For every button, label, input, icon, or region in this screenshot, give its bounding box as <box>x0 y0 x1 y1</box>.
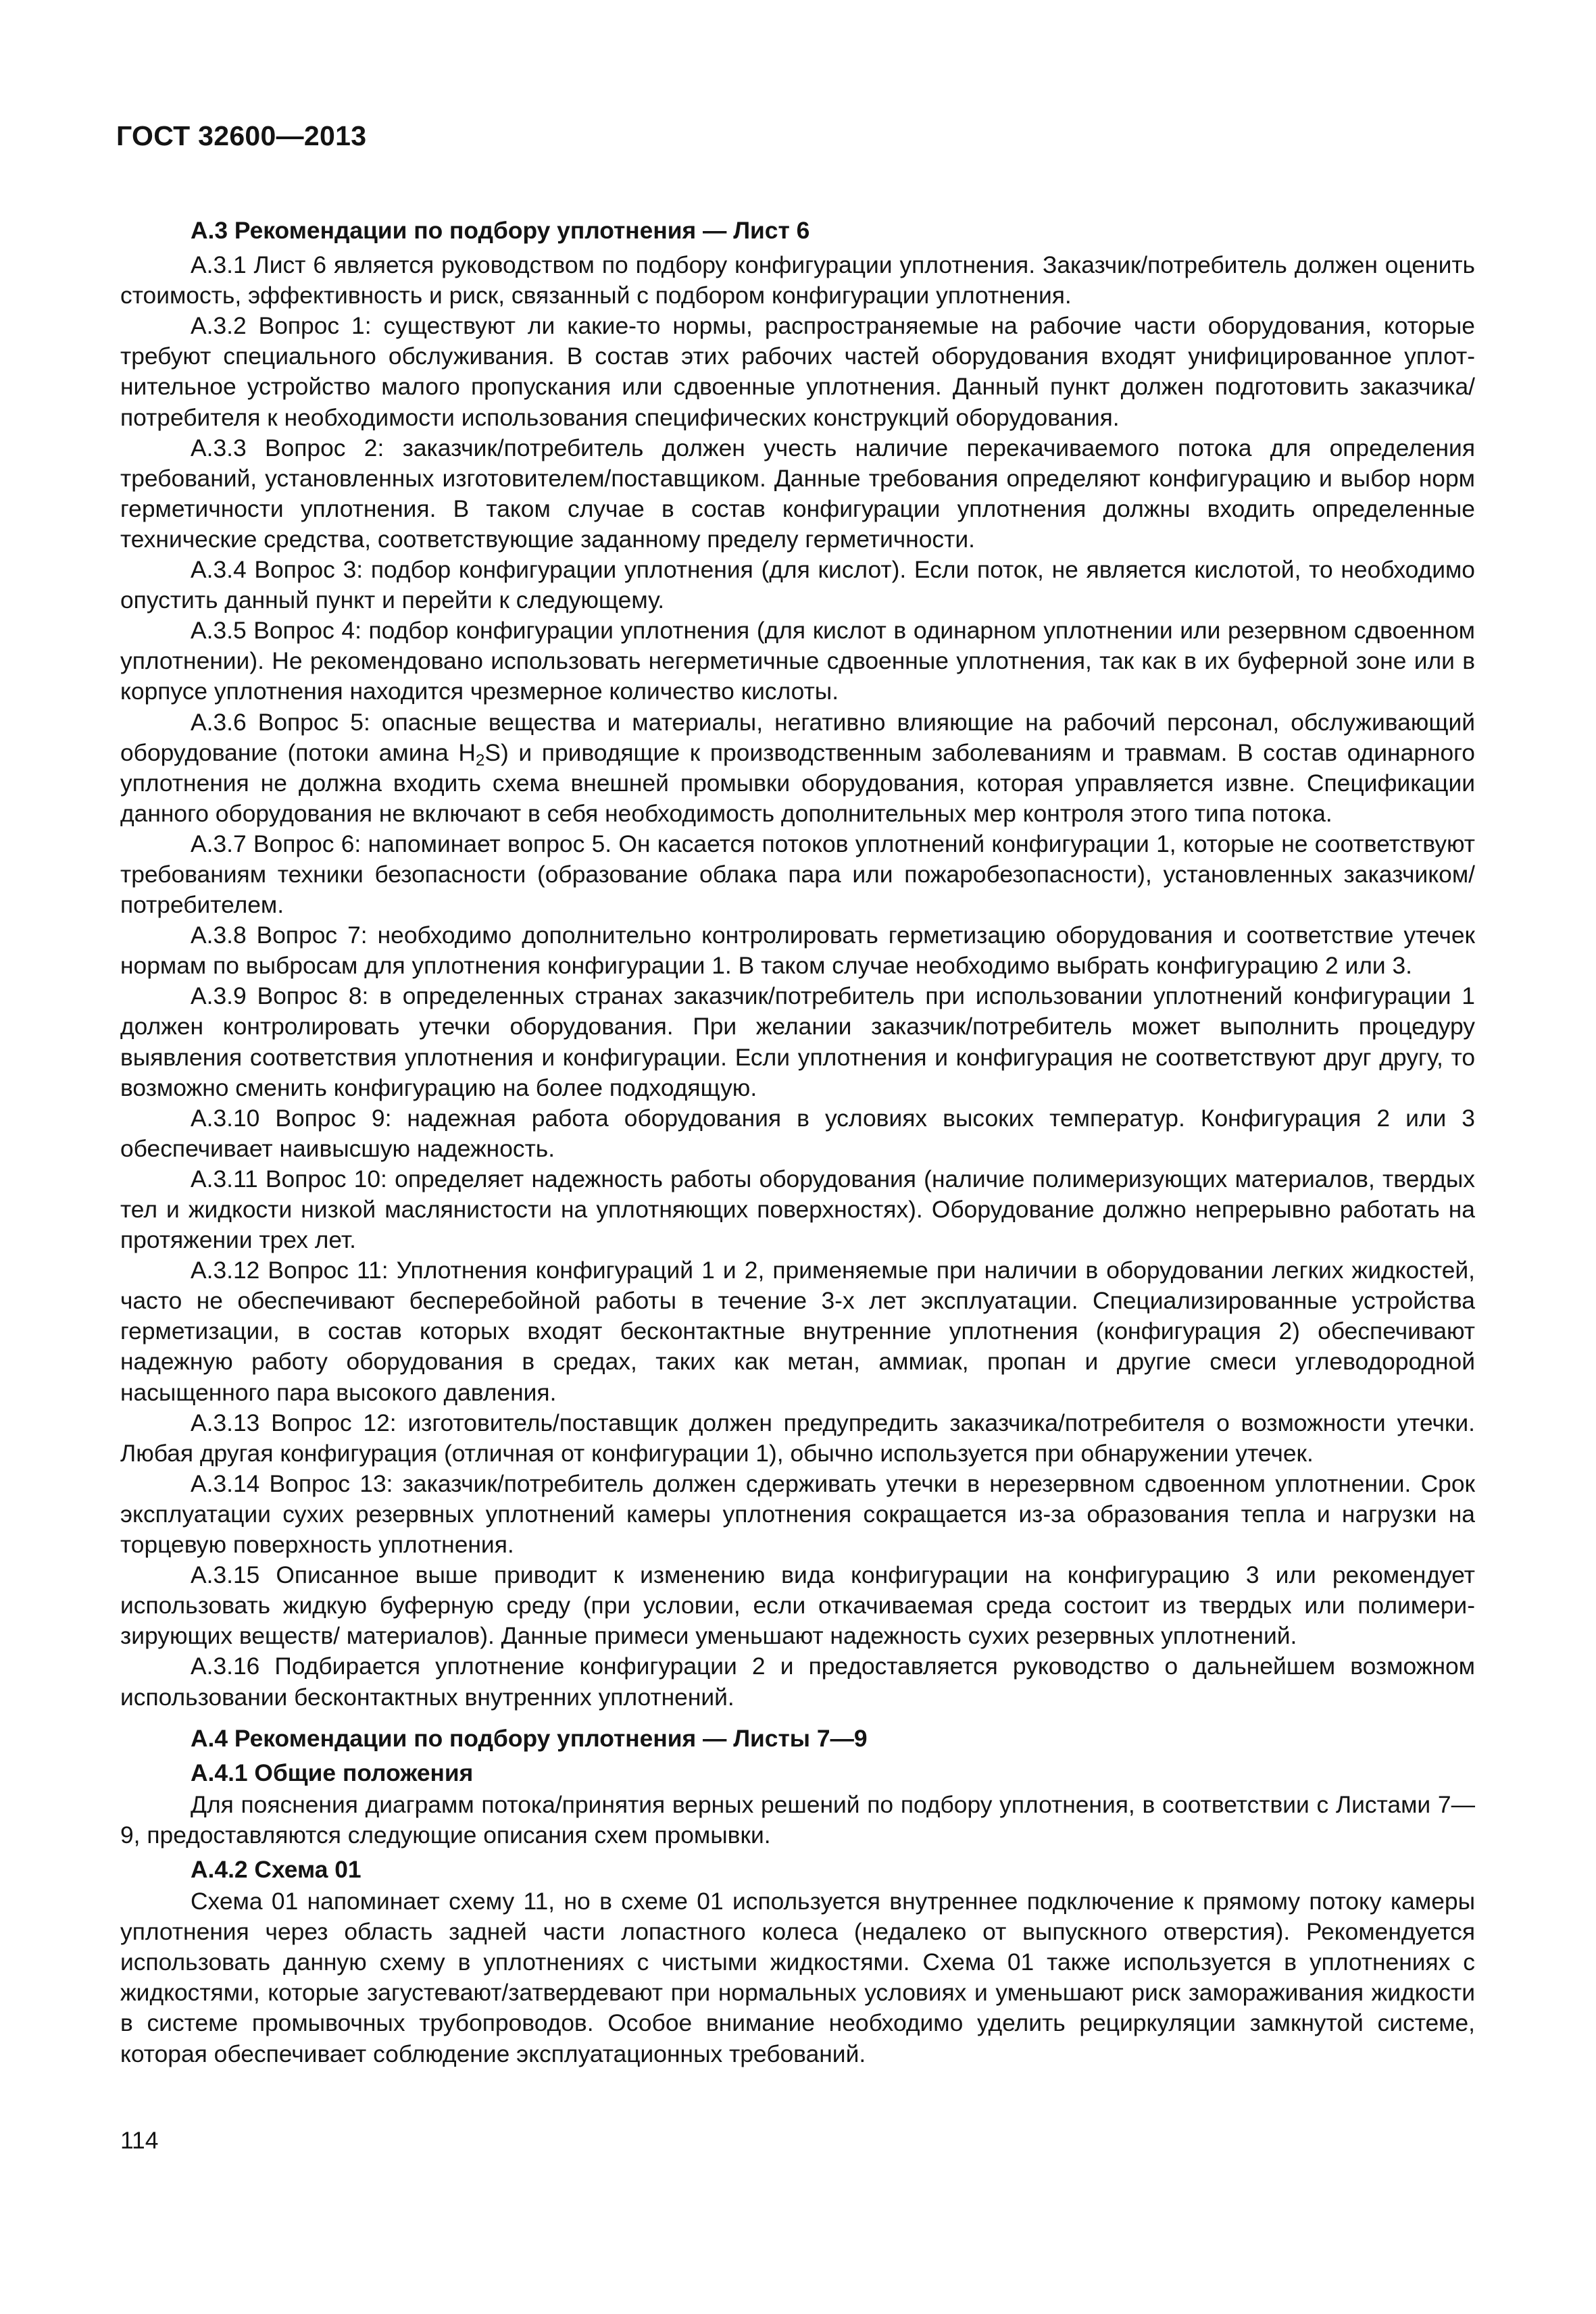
paragraph-text: S) и приводящие к производственным заболеваниям и травмам. В состав одинарного уплотнения не должна входить схема внешней промывки оборудования, которая управляется извне. Спецификации данного оборудования не включают в себя необходимость дополнительных мер контроля этого типа потока. <box>120 738 1475 827</box>
section-heading: А.3 Рекомендации по подбору уплотнения — Лист 6 <box>191 217 810 244</box>
page-number: 114 <box>120 2127 159 2154</box>
document-body <box>120 206 1475 2069</box>
paragraph: А.3.2 Вопрос 1: существуют ли какие-то нормы, распространяемые на рабочие части оборудования, которые требуют специального обслуживания. В состав этих рабочих частей оборудования входят унифицированное уплотнительное устройство малого пропускания или сдвоенные уплотнения. Данный пункт должен подготовить заказчика/потребителя к необходимости использования специфических конструкций оборудования. <box>120 312 1475 431</box>
paragraph: А.3.4 Вопрос 3: подбор конфигурации уплотнения (для кислот). Если поток, не является кислотой, то необходимо опустить данный пункт и перейти к следующему. <box>120 556 1475 614</box>
paragraph: Для пояснения диаграмм потока/принятия верных решений по подбору уплотнения, в соответствии с Листами 7—9, предоставляются следующие описания схем промывки. <box>120 1790 1475 1848</box>
paragraph: А.3.1 Лист 6 является руководством по подбору конфигурации уплотнения. Заказчик/потребитель должен оценить стоимость, эффективность и риск, связанный с подбором конфигурации уплотнения. <box>120 251 1475 309</box>
document-header: ГОСТ 32600—2013 <box>116 120 367 151</box>
paragraph: А.3.10 Вопрос 9: надежная работа оборудования в условиях высоких температур. Конфигурация 2 или 3 обеспечивает наивысшую надежность. <box>120 1104 1475 1162</box>
paragraph: А.3.8 Вопрос 7: необходимо дополнительно контролировать герметизацию оборудования и соответствие утечек нормам по выбросам для уплотнения конфигурации 1. В таком случае необходимо выбрать конфигурацию 2 или 3. <box>120 922 1475 980</box>
paragraph: А.3.5 Вопрос 4: подбор конфигурации уплотнения (для кислот в одинарном уплотнении или резервном сдвоенном уплотнении). Не рекомендовано использовать негерметичные сдвоенные уплотнения, так как в их буферной зоне или в корпусе уплотнения находится чрезмерное количество кислоты. <box>120 617 1475 705</box>
paragraph: А.3.7 Вопрос 6: напоминает вопрос 5. Он касается потоков уплотнений конфигурации 1, которые не соответствуют требованиям техники безопасности (образование облака пара или пожаробезопасности), установленных заказчиком/потребителем. <box>120 830 1475 919</box>
paragraph: А.3.16 Подбирается уплотнение конфигурации 2 и предоставляется руководство о дальнейшем возможном использовании бесконтактных внутренних уплотнений. <box>120 1653 1475 1711</box>
paragraph: А.3.3 Вопрос 2: заказчик/потребитель должен учесть наличие перекачиваемого потока для определения требований, установленных изготовителем/поставщиком. Данные требования определяют конфигурацию и выбор норм герметичности уплотнения. В таком случае в состав конфигурации уплотнения должны входить определенные технические средства, соответствующие заданному пределу герметичности. <box>120 434 1475 553</box>
paragraph: А.3.12 Вопрос 11: Уплотнения конфигураций 1 и 2, применяемые при наличии в оборудовании легких жидкостей, часто не обеспечивают бесперебойной работы в течение 3-х лет эксплуатации. Специализированные устройства герметизации, в состав которых входят бесконтактные внутренние уплотнения (конфигурация 2) обеспечивают надежную работу оборудования в средах, таких как метан, аммиак, пропан и другие смеси углеводородной насыщенного пара высокого давления. <box>120 1257 1475 1406</box>
paragraph: А.3.14 Вопрос 13: заказчик/потребитель должен сдерживать утечки в нерезервном сдвоенном уплотнении. Срок эксплуатации сухих резервных уплотнений камеры уплотнения сокращается из-за образования тепла и нагрузки на торцевую поверхность уплотнения. <box>120 1469 1475 1559</box>
paragraph: А.3.13 Вопрос 12: изготовитель/поставщик должен предупредить заказчика/потребителя о возможности утечки. Любая другая конфигурация (отличная от конфигурации 1), обычно используется при обнаружении утечек. <box>120 1409 1475 1467</box>
paragraph: А.3.9 Вопрос 8: в определенных странах заказчик/потребитель при использовании уплотнений конфигурации 1 должен контролировать утечки оборудования. При желании заказчик/потребитель может выполнить процедуру выявления соответствия уплотнения и конфигурации. Если уплотнения и конфигурация не соответствуют друг другу, то возможно сменить конфигурацию на более подходящую. <box>120 982 1475 1101</box>
paragraph-text: А.3.6 Вопрос 5: опасные вещества и материалы, негативно влияющие на рабочий персонал, обслуживающий оборудование (потоки амина H <box>120 708 1475 766</box>
subsection-heading: А.4.2 Схема 01 <box>191 1855 361 1883</box>
paragraph: Схема 01 напоминает схему 11, но в схеме 01 используется внутреннее подключение к прямому потоку камеры уплотнения через область задней части лопастного колеса (недалеко от выпускного отверстия). Рекомендуется использовать данную схему в уплотнениях с чистыми жидкостями. Схема 01 также используется в уплотнениях с жидкостями, которые загустевают/затвердевают при нормальных условиях и уменьшают риск замораживания жидкости в системе промывочных трубопроводов. Особое внимание необходимо уделить рециркуляции замкнутой системе, которая обеспечивает соблюдение эксплуатационных требований. <box>120 1888 1475 2067</box>
paragraph <box>120 707 1475 829</box>
subscript: 2 <box>475 751 485 770</box>
paragraph: А.3.11 Вопрос 10: определяет надежность работы оборудования (наличие полимеризующих материалов, твердых тел и жидкости низкой маслянистости на уплотняющих поверхностях). Оборудование должно непрерывно работать на протяжении трех лет. <box>120 1165 1475 1254</box>
subsection-heading: А.4.1 Общие положения <box>191 1759 474 1786</box>
paragraph: А.3.15 Описанное выше приводит к изменению вида конфигурации на конфигурацию 3 или рекомендует использовать жидкую буферную среду (при условии, если откачиваемая среда состоит из твердых или полимеризирующих веществ/ материалов). Данные примеси уменьшают надежность сухих резервных уплотнений. <box>120 1561 1475 1650</box>
section-heading: А.4 Рекомендации по подбору уплотнения — Листы 7—9 <box>191 1724 868 1752</box>
